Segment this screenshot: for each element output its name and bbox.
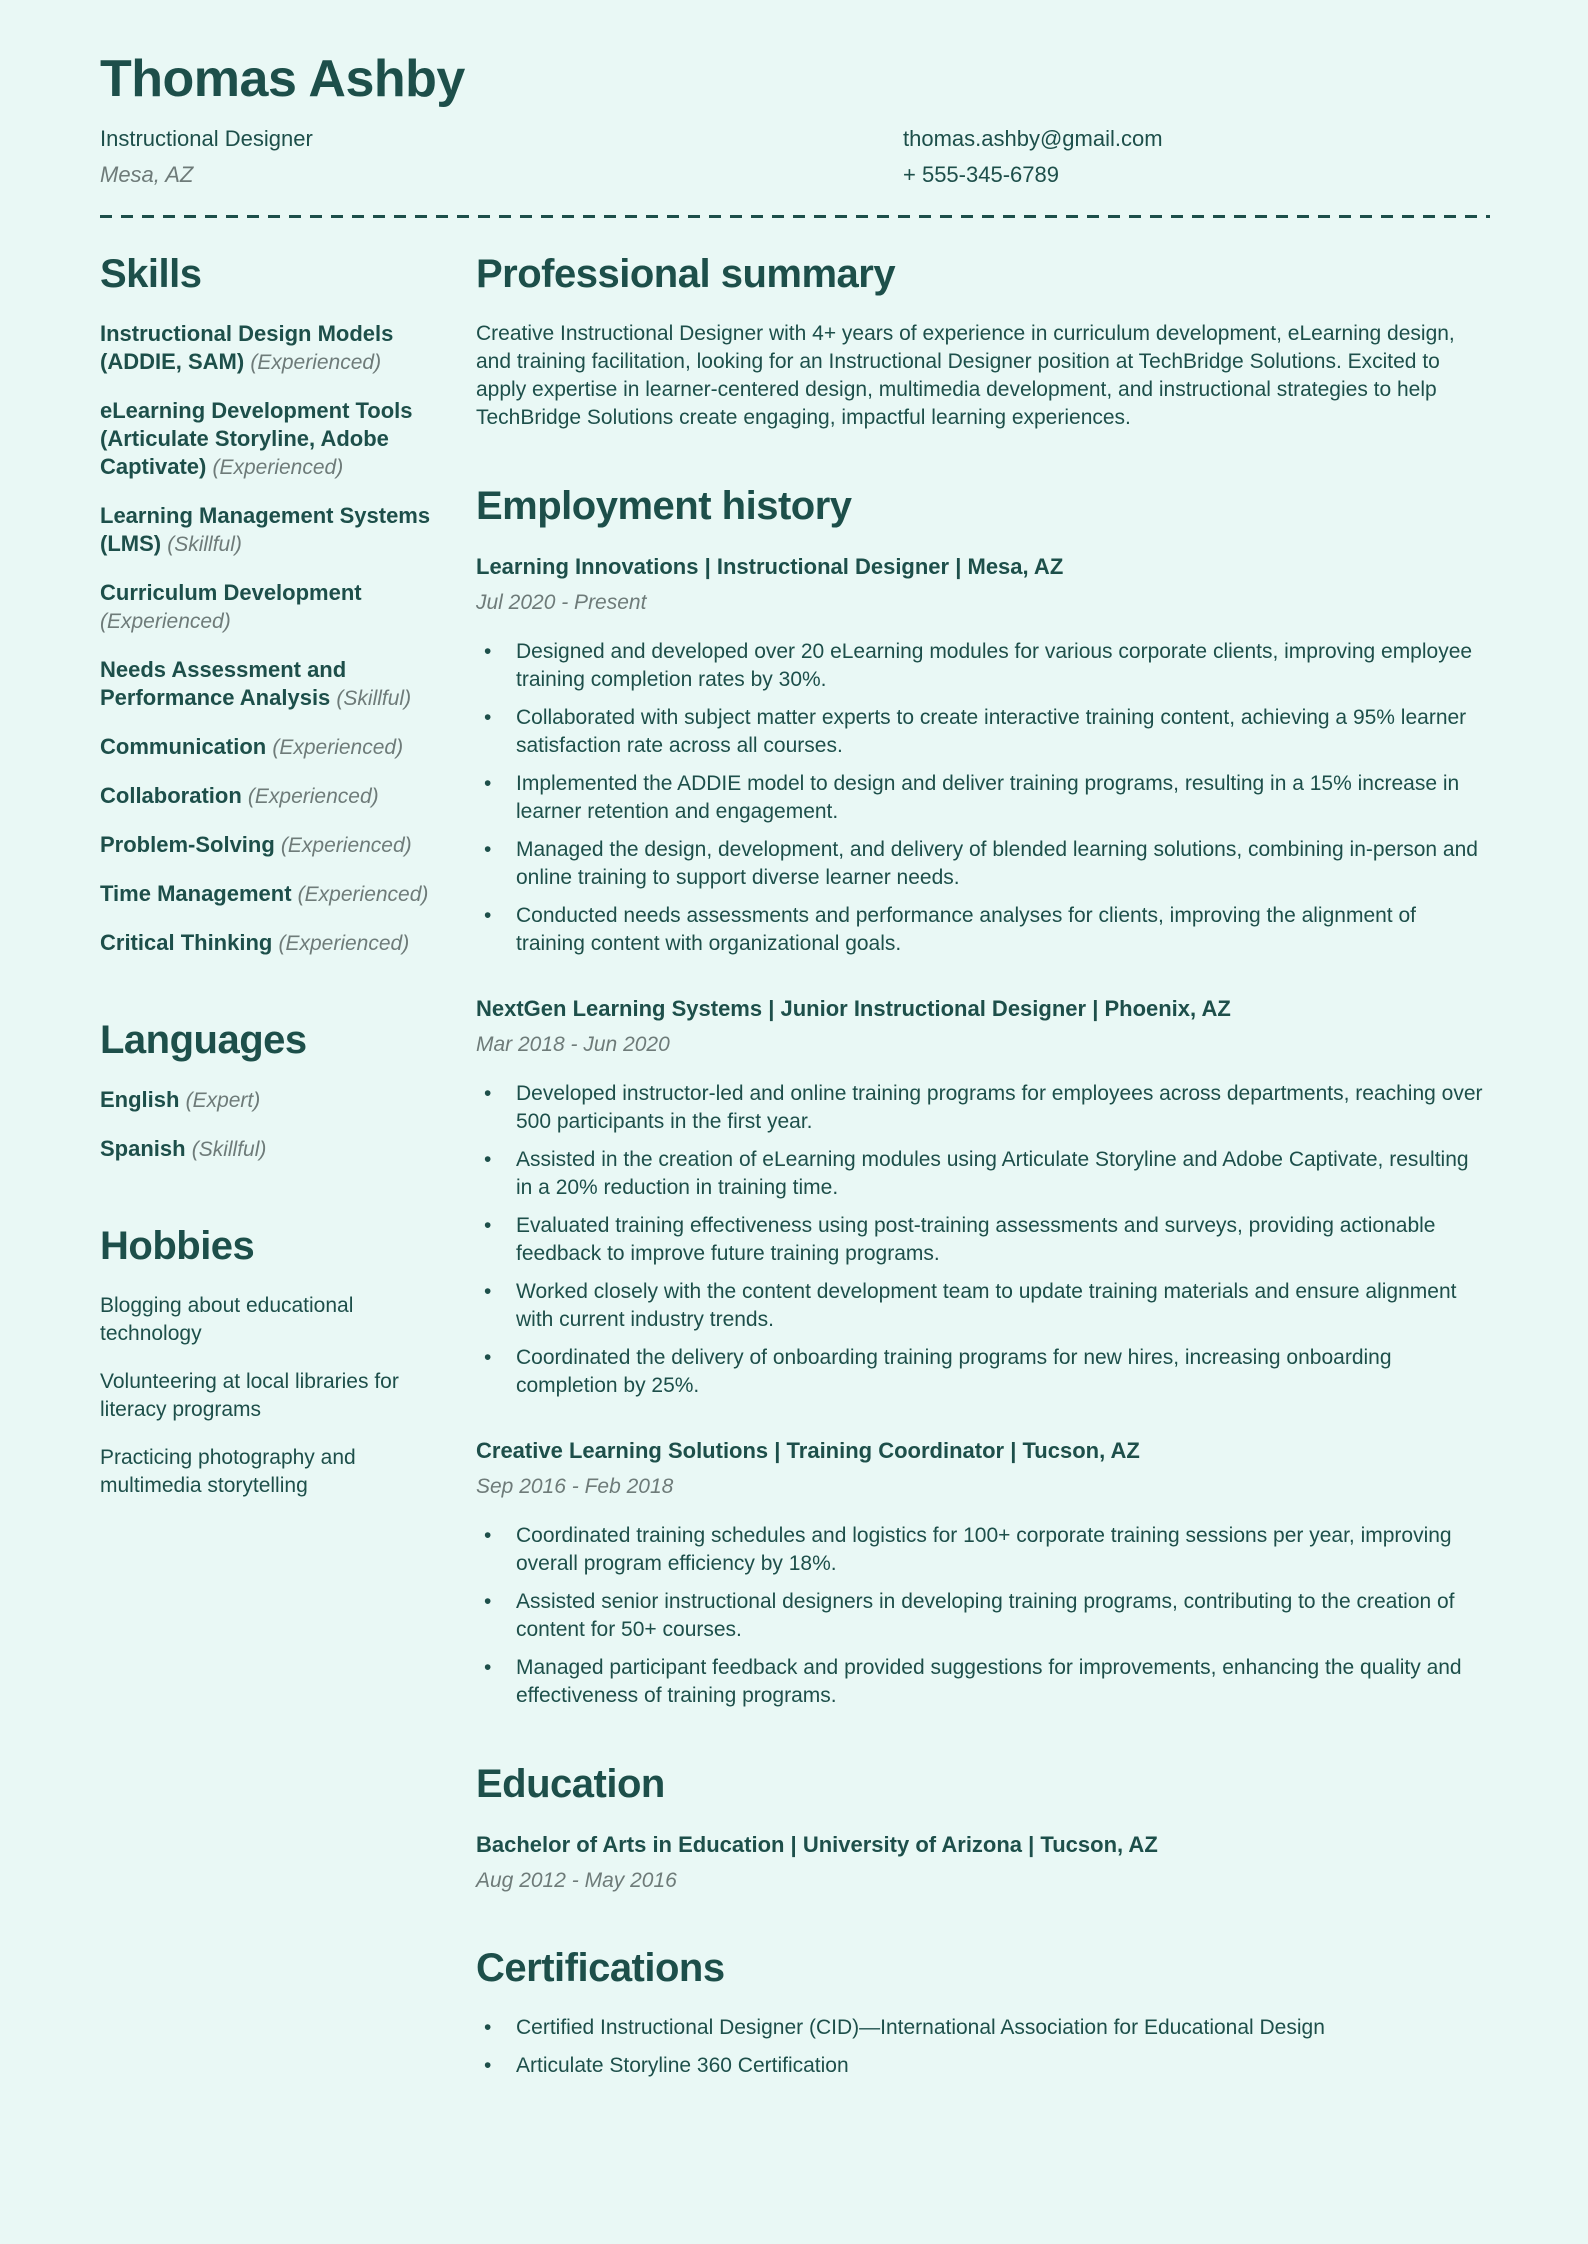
skill-name: Time Management <box>100 880 292 906</box>
header <box>100 52 1490 218</box>
job-title: Learning Innovations | Instructional Designer | Mesa, AZ <box>476 553 1064 579</box>
skill-level: (Experienced) <box>278 931 410 955</box>
hobby-item: Blogging about educational technology <box>100 1293 354 1345</box>
dashed-divider <box>100 215 1490 218</box>
job-bullet-list <box>476 1522 1490 1710</box>
skill-name: Instructional Design Models (ADDIE, SAM) <box>100 320 394 374</box>
candidate-job-title: Instructional Designer <box>100 125 313 151</box>
certification-item: • Articulate Storyline 360 Certification <box>476 2052 1490 2080</box>
job-bullet-list <box>476 1080 1490 1400</box>
skill-item <box>100 831 452 860</box>
job-bullet: • Evaluated training effectiveness using post-training assessments and surveys, providing actionable feedback to improve future training programs. <box>476 1212 1490 1268</box>
job-entry <box>476 1436 1490 1710</box>
skill-name: Curriculum Development <box>100 579 362 605</box>
job-title: Creative Learning Solutions | Training Coordinator | Tucson, AZ <box>476 1437 1140 1463</box>
job-entry <box>476 994 1490 1400</box>
language-level: (Skillful) <box>191 1137 267 1161</box>
content-columns <box>100 252 1490 2090</box>
header-right <box>903 121 1490 193</box>
skill-name: Communication <box>100 733 267 759</box>
job-dates: Sep 2016 - Feb 2018 <box>476 1474 674 1498</box>
job-bullet: • Implemented the ADDIE model to design and deliver training programs, resulting in a 15% increase in learner retention and engagement. <box>476 770 1490 826</box>
header-contact-row <box>100 121 1490 193</box>
skills-heading: Skills <box>100 251 202 296</box>
job-bullet: • Coordinated the delivery of onboarding training programs for new hires, increasing onboarding completion by 25%. <box>476 1344 1490 1400</box>
job-title: NextGen Learning Systems | Junior Instructional Designer | Phoenix, AZ <box>476 995 1231 1021</box>
skill-item <box>100 782 452 811</box>
candidate-email: thomas.ashby@gmail.com <box>903 125 1163 151</box>
certifications-section <box>476 1946 1490 2080</box>
job-bullet-list <box>476 638 1490 958</box>
education-heading: Education <box>476 1761 665 1806</box>
skill-item <box>100 320 452 377</box>
job-bullet: • Designed and developed over 20 eLearning modules for various corporate clients, improving employee training completion rates by 30%. <box>476 638 1490 694</box>
sidebar <box>100 252 452 2090</box>
job-entry <box>476 552 1490 958</box>
header-left <box>100 121 903 193</box>
candidate-phone: + 555-345-6789 <box>903 161 1059 187</box>
job-bullet: • Managed the design, development, and delivery of blended learning solutions, combining in-person and online training to support diverse learner needs. <box>476 836 1490 892</box>
skill-level: (Experienced) <box>280 833 412 857</box>
education-section <box>476 1762 1490 1894</box>
certification-item: • Certified Instructional Designer (CID)—International Association for Educational Design <box>476 2014 1490 2042</box>
skill-level: (Experienced) <box>250 350 382 374</box>
skill-level: (Experienced) <box>247 784 379 808</box>
skill-name: Collaboration <box>100 782 242 808</box>
skill-level: (Experienced) <box>100 609 231 633</box>
employment-section <box>476 484 1490 1710</box>
skill-item <box>100 656 452 713</box>
certifications-heading: Certifications <box>476 1945 725 1990</box>
job-bullet: • Conducted needs assessments and performance analyses for clients, improving the alignment of training content with organizational goals. <box>476 902 1490 958</box>
employment-heading: Employment history <box>476 483 852 528</box>
language-level: (Expert) <box>185 1088 261 1112</box>
candidate-name: Thomas Ashby <box>100 50 465 108</box>
job-bullet: • Collaborated with subject matter experts to create interactive training content, achieving a 95% learner satisfaction rate across all courses. <box>476 704 1490 760</box>
summary-heading: Professional summary <box>476 251 896 296</box>
job-bullet: • Assisted in the creation of eLearning modules using Articulate Storyline and Adobe Captivate, resulting in a 20% reduction in training time. <box>476 1146 1490 1202</box>
skill-item <box>100 880 452 909</box>
skill-level: (Skillful) <box>336 686 412 710</box>
main-content <box>476 252 1490 2090</box>
language-item <box>100 1086 452 1115</box>
education-degree: Bachelor of Arts in Education | University of Arizona | Tucson, AZ <box>476 1831 1158 1857</box>
summary-section <box>476 252 1490 432</box>
skill-name: Problem-Solving <box>100 831 275 857</box>
job-bullet: • Assisted senior instructional designers in developing training programs, contributing to the creation of content for 50+ courses. <box>476 1588 1490 1644</box>
hobby-item: Volunteering at local libraries for literacy programs <box>100 1369 399 1421</box>
hobby-item: Practicing photography and multimedia storytelling <box>100 1445 356 1497</box>
language-item <box>100 1135 452 1164</box>
language-name: English <box>100 1086 180 1112</box>
job-bullet: • Worked closely with the content development team to update training materials and ensure alignment with current industry trends. <box>476 1278 1490 1334</box>
skill-level: (Skillful) <box>167 532 242 556</box>
education-dates: Aug 2012 - May 2016 <box>476 1868 677 1892</box>
skill-name: Critical Thinking <box>100 929 273 955</box>
job-bullet: • Coordinated training schedules and logistics for 100+ corporate training sessions per year, improving overall program efficiency by 18%. <box>476 1522 1490 1578</box>
hobbies-heading: Hobbies <box>100 1223 255 1268</box>
languages-section <box>100 1018 452 1164</box>
skill-level: (Experienced) <box>297 882 429 906</box>
skill-item <box>100 502 452 559</box>
language-name: Spanish <box>100 1135 186 1161</box>
candidate-location: Mesa, AZ <box>100 161 194 187</box>
job-bullet: • Developed instructor-led and online training programs for employees across departments, reaching over 500 participants in the first year. <box>476 1080 1490 1136</box>
skill-name: Learning Management Systems (LMS) <box>100 502 431 556</box>
skill-name: Needs Assessment and Performance Analysis <box>100 656 347 710</box>
skill-item <box>100 579 452 636</box>
skill-item <box>100 733 452 762</box>
skills-section <box>100 252 452 958</box>
skill-name: eLearning Development Tools (Articulate Storyline, Adobe Captivate) <box>100 397 413 479</box>
hobbies-section <box>100 1224 452 1500</box>
certification-list <box>476 2014 1490 2080</box>
skill-item <box>100 929 452 958</box>
job-bullet: • Managed participant feedback and provided suggestions for improvements, enhancing the quality and effectiveness of training programs. <box>476 1654 1490 1710</box>
job-dates: Mar 2018 - Jun 2020 <box>476 1032 670 1056</box>
languages-heading: Languages <box>100 1017 307 1062</box>
skill-level: (Experienced) <box>212 455 344 479</box>
skill-item <box>100 397 452 482</box>
summary-text: Creative Instructional Designer with 4+ years of experience in curriculum development, eLearning design, and training facilitation, looking for an Instructional Designer position at TechBridge Solutions. Excited to apply expertise in learner-centered design, multimedia development, and instructional strategies to help TechBridge Solutions create engaging, impactful learning experiences. <box>476 321 1455 429</box>
job-dates: Jul 2020 - Present <box>476 590 647 614</box>
skill-level: (Experienced) <box>272 735 404 759</box>
